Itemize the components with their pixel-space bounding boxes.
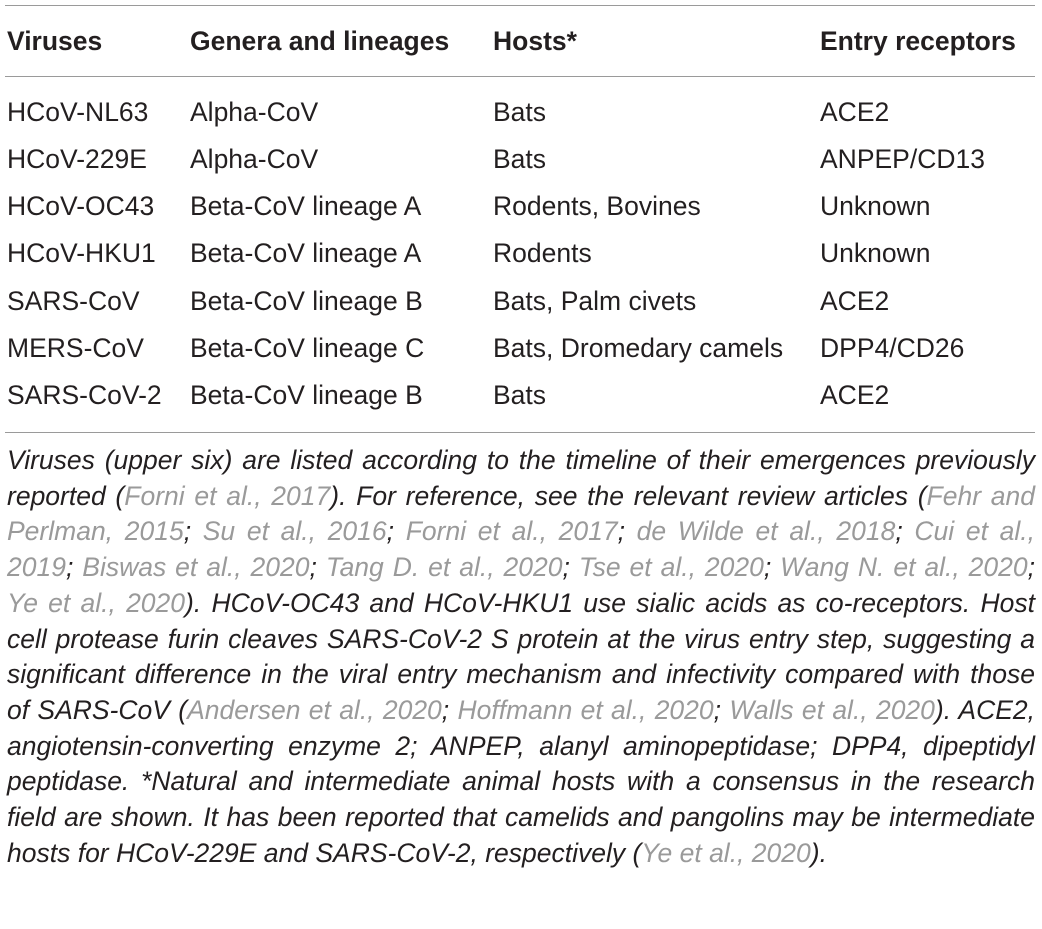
- cell-genera: Beta-CoV lineage B: [190, 380, 423, 410]
- citation-link[interactable]: Tse et al., 2020: [578, 552, 764, 583]
- cell-genera: Beta-CoV lineage B: [190, 286, 423, 316]
- citation-link[interactable]: de Wilde et al., 2018: [636, 516, 896, 547]
- footnote-text: ). HCoV-OC43 and HCoV-HKU1 use sialic acids as co-receptors. Host cell protease furin cleaves SARS-CoV-2 S protein at the virus entry step, suggesting a significant difference in the viral entry mechanism and infectivity compared with those of SARS-CoV (: [7, 587, 1035, 725]
- cell-receptor: ACE2: [820, 380, 890, 410]
- cell-virus: HCoV-NL63: [7, 97, 149, 127]
- cell-receptor: Unknown: [820, 238, 931, 268]
- cell-virus: SARS-CoV-2: [7, 380, 162, 410]
- citation-link[interactable]: Forni et al., 2017: [124, 480, 331, 511]
- cell-hosts: Bats: [493, 144, 547, 174]
- citation-link[interactable]: Biswas et al., 2020: [82, 552, 310, 583]
- header-entry-receptors: Entry receptors: [820, 26, 1016, 56]
- citation-link[interactable]: Fehr and Perlman, 2015: [7, 480, 1035, 547]
- cell-genera: Beta-CoV lineage A: [190, 191, 422, 221]
- citation-link[interactable]: Cui et al., 2019: [7, 516, 1035, 583]
- table-top-rule: [5, 5, 1035, 6]
- cell-virus: HCoV-HKU1: [7, 238, 156, 268]
- footnote-text: ). For reference, see the relevant review articles (: [330, 480, 927, 511]
- footnote-text: ).: [810, 837, 827, 868]
- citation-link[interactable]: Forni et al., 2017: [405, 516, 618, 547]
- cell-genera: Beta-CoV lineage A: [190, 238, 422, 268]
- citation-separator: ;: [617, 516, 637, 547]
- citation-separator: ;: [309, 552, 326, 583]
- cell-virus: SARS-CoV: [7, 286, 140, 316]
- cell-hosts: Bats: [493, 380, 547, 410]
- header-genera-lineages: Genera and lineages: [190, 26, 450, 56]
- cell-hosts: Bats: [493, 97, 547, 127]
- cell-virus: HCoV-229E: [7, 144, 147, 174]
- citation-separator: ;: [65, 552, 83, 583]
- table-footnote: [7, 443, 1035, 871]
- cell-hosts: Rodents, Bovines: [493, 191, 701, 221]
- cell-genera: Alpha-CoV: [190, 144, 319, 174]
- citation-link[interactable]: Su et al., 2016: [202, 516, 387, 547]
- header-hosts: Hosts*: [493, 26, 577, 56]
- citation-separator: ;: [713, 694, 730, 725]
- citation-link[interactable]: Ye et al., 2020: [641, 837, 811, 868]
- citation-link[interactable]: Wang N. et al., 2020: [780, 552, 1028, 583]
- citation-separator: ;: [441, 694, 458, 725]
- cell-genera: Beta-CoV lineage C: [190, 333, 425, 363]
- citation-separator: ;: [183, 516, 203, 547]
- cell-receptor: ACE2: [820, 286, 890, 316]
- citation-separator: ;: [1027, 552, 1036, 583]
- header-bottom-rule: [5, 76, 1035, 77]
- cell-genera: Alpha-CoV: [190, 97, 319, 127]
- footnote-text: Viruses (upper six) are listed according to the timeline of their emergences previously reported (: [7, 445, 1035, 511]
- footnote-text: ). ACE2, angiotensin-converting enzyme 2; ANPEP, alanyl aminopeptidase; DPP4, dipeptidyl peptidase. *Natural and intermediate animal hosts with a consensus in the research field are shown. It has been reported that camelids and pangolins may be intermediate hosts for HCoV-229E and SARS-CoV-2, respectively (: [7, 694, 1036, 868]
- citation-separator: ;: [386, 516, 406, 547]
- cell-virus: HCoV-OC43: [7, 191, 155, 221]
- citation-separator: ;: [562, 552, 579, 583]
- header-viruses: Viruses: [7, 26, 103, 56]
- citation-link[interactable]: Andersen et al., 2020: [187, 694, 442, 725]
- cell-hosts: Rodents: [493, 238, 592, 268]
- citation-link[interactable]: Hoffmann et al., 2020: [457, 694, 714, 725]
- cell-receptor: ANPEP/CD13: [820, 144, 985, 174]
- citation-separator: ;: [895, 516, 915, 547]
- table-bottom-rule: [5, 432, 1035, 433]
- citation-separator: ;: [763, 552, 781, 583]
- cell-receptor: Unknown: [820, 191, 931, 221]
- citation-link[interactable]: Tang D. et al., 2020: [325, 552, 563, 583]
- cell-receptor: DPP4/CD26: [820, 333, 965, 363]
- cell-virus: MERS-CoV: [7, 333, 144, 363]
- cell-hosts: Bats, Dromedary camels: [493, 333, 784, 363]
- citation-link[interactable]: Ye et al., 2020: [7, 587, 186, 618]
- cell-receptor: ACE2: [820, 97, 890, 127]
- cell-hosts: Bats, Palm civets: [493, 286, 697, 316]
- citation-link[interactable]: Walls et al., 2020: [729, 694, 935, 725]
